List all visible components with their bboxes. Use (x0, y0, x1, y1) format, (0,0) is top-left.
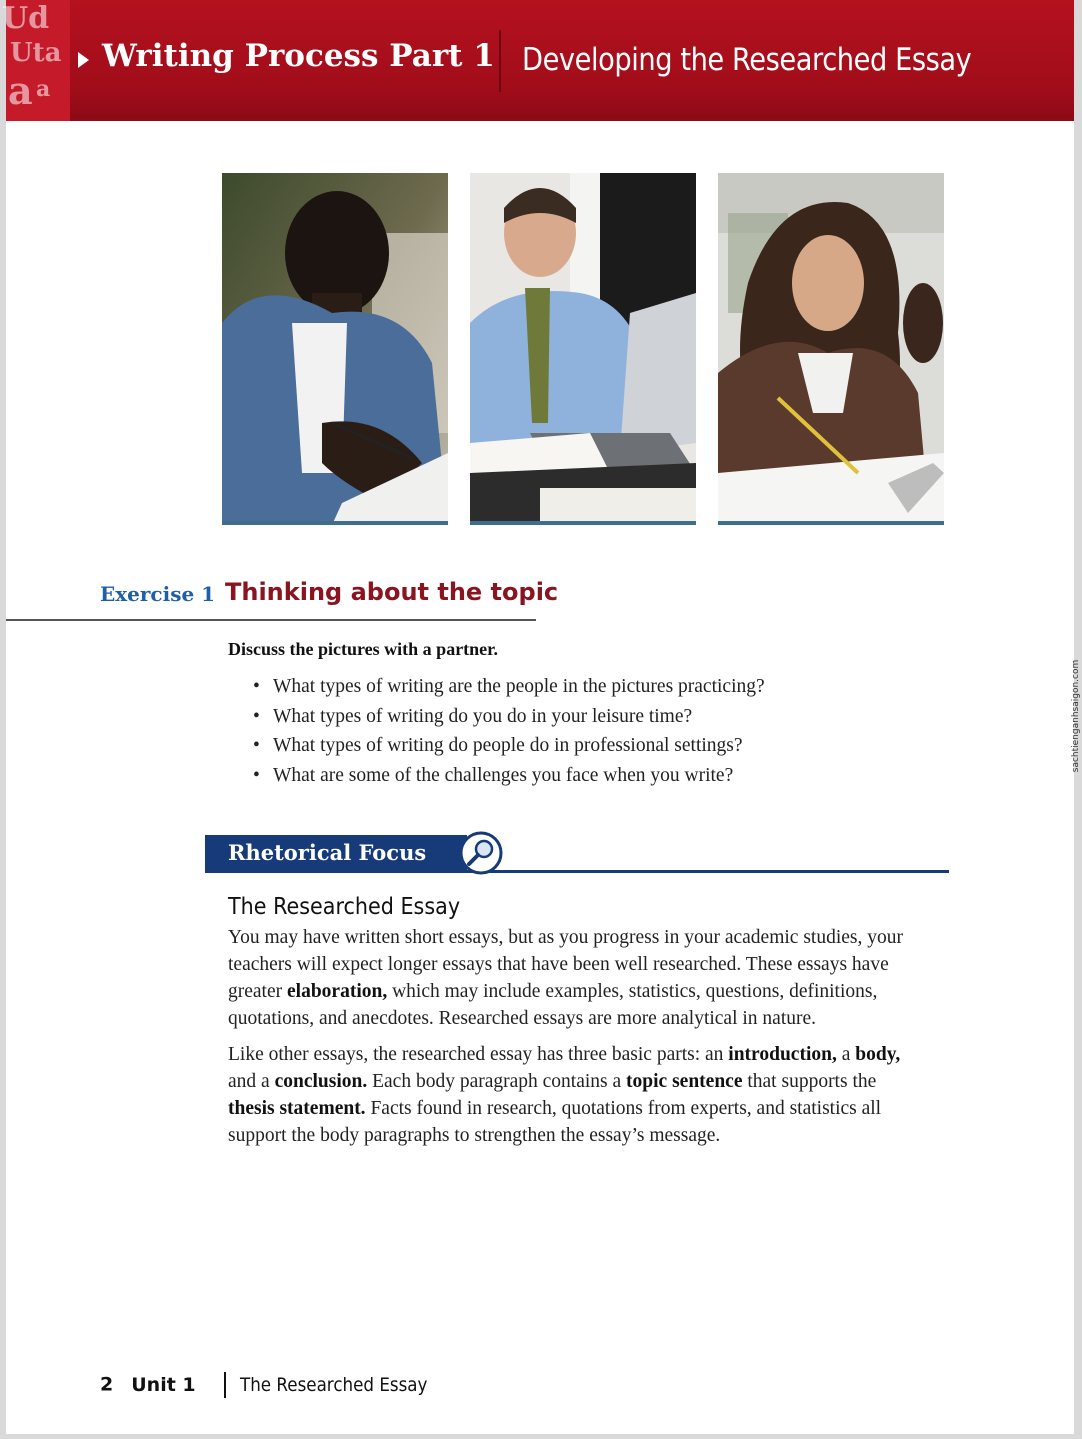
footer-unit: Unit 1 (131, 1373, 196, 1396)
exercise-instruction: Discuss the pictures with a partner. (228, 639, 499, 659)
watermark-text: sachtienganhsaigon.com (1071, 659, 1082, 773)
bold-term: topic sentence (626, 1071, 743, 1092)
text-run: that supports the (742, 1071, 877, 1092)
paragraph-1 (228, 924, 933, 1032)
list-item: • What types of writing do people do in professional settings? (253, 735, 743, 756)
exercise-label: Exercise 1 (100, 582, 216, 606)
photo-man-laptop (470, 173, 696, 525)
footer-divider (224, 1372, 226, 1398)
side-watermark (1068, 659, 1082, 773)
bold-term: conclusion. (274, 1071, 368, 1092)
text-run: a (836, 1044, 856, 1065)
header-divider (499, 30, 501, 92)
photo-woman-classroom (718, 173, 944, 525)
list-item: • What are some of the challenges you face when you write? (253, 764, 734, 786)
list-item: • What types of writing do you do in your leisure time? (253, 705, 693, 727)
section-title: The Researched Essay (228, 894, 461, 920)
header-logo: Ud Uta a a (6, 0, 70, 121)
question-text: What types of writing are the people in the pictures practicing? (273, 676, 765, 697)
question-text: What types of writing do people do in professional settings? (273, 735, 743, 756)
text-run: You may have written short essays, but as you progress in your academic studies, your teachers will expect longer essays that have been well researched. These essays have greater (228, 927, 903, 1002)
bold-term: thesis statement. (228, 1098, 366, 1119)
header-arrow-icon (78, 52, 89, 68)
header-subtitle: Developing the Researched Essay (522, 42, 972, 78)
paragraph-2 (228, 1041, 918, 1149)
header-title: Writing Process Part 1 (102, 38, 495, 74)
exercise-title: Thinking about the topic (225, 578, 559, 606)
question-list (253, 676, 765, 794)
photo-student-denim (222, 173, 448, 525)
bold-term: elaboration, (287, 981, 388, 1002)
text-run: Facts found in research, quotations from experts, and statistics all support the body paragraphs to strengthen the essay’s message. (228, 1098, 882, 1146)
question-text: What are some of the challenges you face when you write? (273, 764, 734, 786)
text-run: Like other essays, the researched essay has three basic parts: an (228, 1044, 729, 1065)
page-number: 2 (100, 1373, 114, 1396)
rhetorical-focus-label: Rhetorical Focus (228, 840, 427, 865)
exercise-rule (6, 619, 536, 621)
bold-term: introduction, (728, 1044, 837, 1065)
page-footer (100, 1372, 453, 1398)
rhetorical-focus-rule (205, 870, 949, 873)
list-item: • What types of writing are the people in the pictures practicing? (253, 676, 765, 697)
text-run: and a (228, 1071, 275, 1092)
chapter-header (2, 0, 1074, 121)
bold-term: body, (855, 1044, 901, 1065)
footer-title: The Researched Essay (239, 1373, 428, 1396)
question-text: What types of writing do you do in your leisure time? (273, 705, 693, 727)
text-run: Each body paragraph contains a (367, 1071, 627, 1092)
magnifier-icon (458, 830, 504, 876)
text-run: which may include examples, statistics, questions, definitions, quotations, and anecdotes. Researched essays are more analytical in nature. (228, 981, 878, 1029)
